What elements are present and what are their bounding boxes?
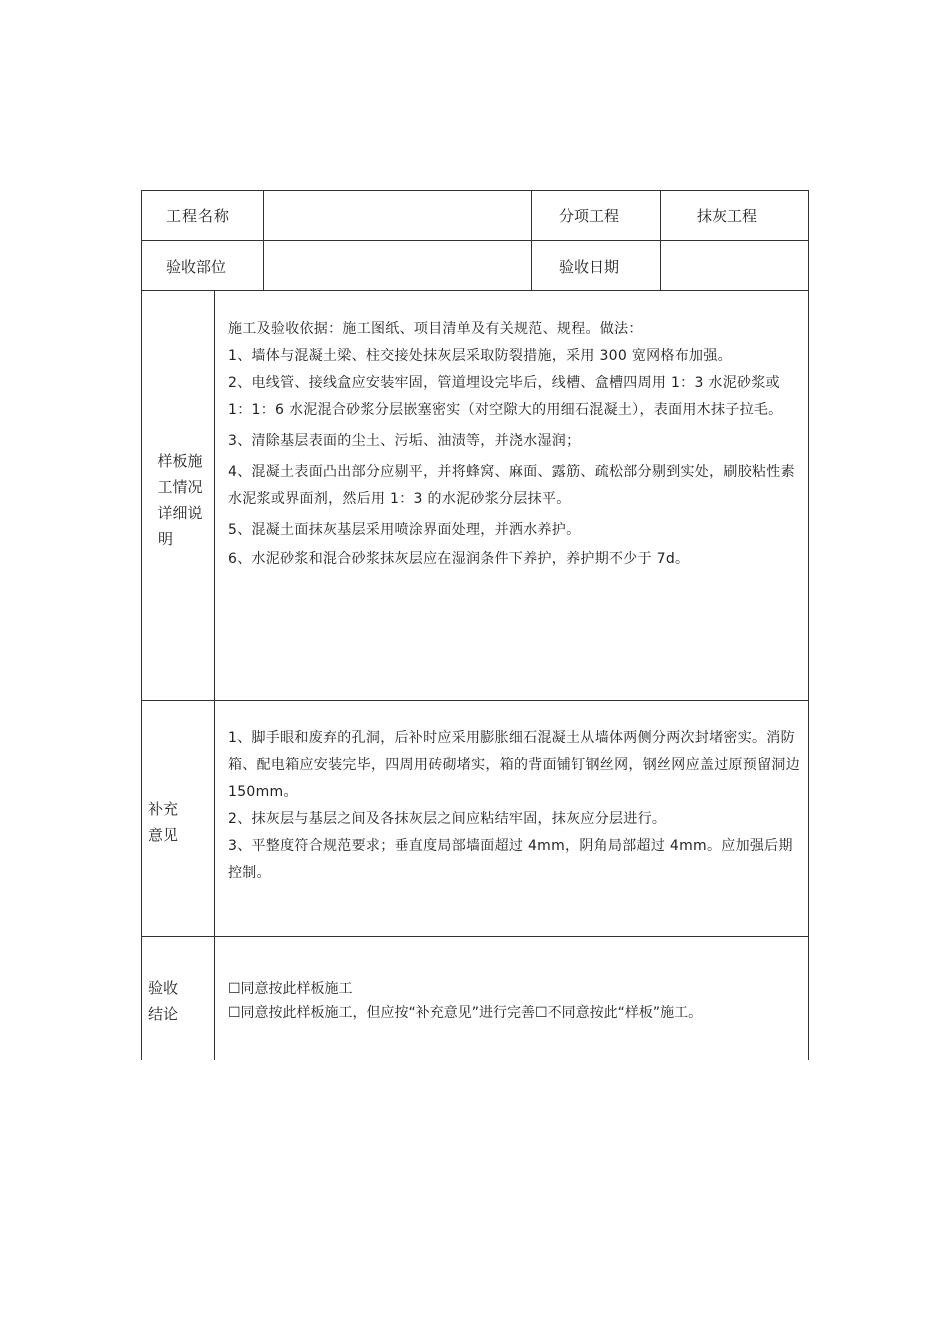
conclusion-section-label [148,975,188,1027]
supplement-paragraph: 1、脚手眼和废弃的孔洞，后补时应采用膨胀细石混凝土从墙体两侧分两次封堵密实。消防箱、配电箱应安装完毕，四周用砖砌堵实，箱的背面铺钉钢丝网，钢丝网应盖过原预留洞边 150mm。 [228,730,805,800]
sample-paragraph: 1、墙体与混凝土梁、柱交接处抹灰层采取防裂措施，采用 300 宽网格布加强。 [228,348,732,364]
sample-paragraph: 6、水泥砂浆和混合砂浆抹灰层应在湿润条件下养护，养护期不少于 7d。 [228,551,690,567]
sample-paragraph: 施工及验收依据：施工图纸、项目清单及有关规范、规程。做法： [228,321,643,337]
sample-paragraph: 3、清除基层表面的尘土、污垢、油渍等，并浇水湿润； [228,433,581,449]
supplement-section-label [148,796,188,848]
table-right-border [808,190,809,1060]
sample-paragraph: 2、电线管、接线盒应安装牢固，管道埋设完毕后，线槽、盒槽四周用 1：3 水泥砂浆或 1：1：6 水泥混合砂浆分层嵌塞密实（对空隙大的用细石混凝土），表面用木抹子拉毛。 [228,375,785,418]
sample-section-content [228,316,798,573]
acceptance-date-label: 验收日期 [559,258,620,276]
sample-label-line: 详细说 [157,504,203,522]
supplement-paragraph: 2、抹灰层与基层之间及各抹灰层之间应粘结牢固，抹灰应分层进行。 [228,811,667,827]
row2-bottom-border [141,290,809,291]
conclusion-label-line: 验收 [148,979,179,997]
sub-project-label: 分项工程 [559,207,620,225]
project-name-label: 工程名称 [166,207,231,225]
row1-bottom-border [141,240,809,241]
sample-section-bottom-border [141,700,809,701]
table-left-border [141,190,142,1060]
acceptance-part-label: 验收部位 [166,258,227,276]
sample-paragraph: 4、混凝土表面凸出部分应剔平，并将蜂窝、麻面、露筋、疏松部分剔到实处，刷胶粘性素水泥浆或界面剂，然后用 1：3 的水泥砂浆分层抹平。 [228,464,795,507]
sample-label-line: 明 [158,530,174,548]
supplement-section-content [228,725,803,887]
sub-project-value[interactable]: 抹灰工程 [697,207,758,225]
supplement-label-line: 补充 [148,800,179,818]
conclusion-option-agree[interactable]: ☐同意按此样板施工 [228,981,353,997]
conclusion-option-agree-with-changes[interactable]: ☐同意按此样板施工，但应按“补充意见”进行完善☐不同意按此“样板”施工。 [228,1005,703,1021]
row-divider-mid-col [531,190,532,290]
supplement-paragraph: 3、平整度符合规范要求；垂直度局部墙面超过 4mm，阴角局部超过 4mm。应加强后期控制。 [228,838,793,881]
row-divider-right-col [660,190,661,290]
conclusion-label-line: 结论 [148,1005,179,1023]
sample-section-label [150,448,210,552]
sample-paragraph: 5、混凝土面抹灰基层采用喷涂界面处理，并洒水养护。 [228,522,581,538]
supplement-section-bottom-border [141,936,809,937]
sample-label-line: 工情况 [157,478,203,496]
row-divider-label-col [263,190,264,290]
section-label-divider [214,290,215,1060]
table-top-border [141,190,809,191]
sample-label-line: 样板施 [157,452,203,470]
supplement-label-line: 意见 [148,826,179,844]
